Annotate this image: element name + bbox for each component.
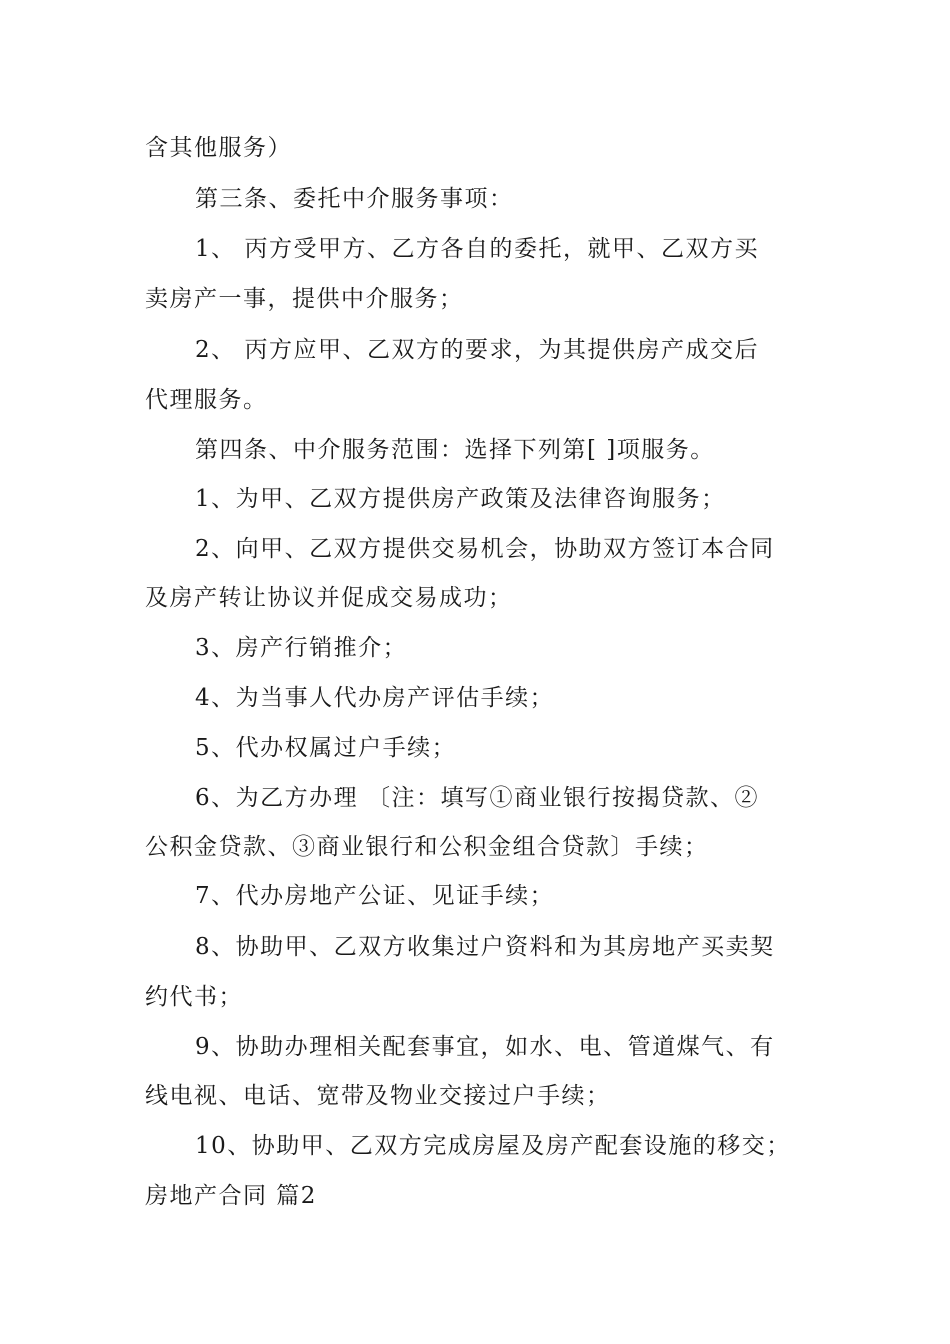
text-line: 9、协助办理相关配套事宜，如水、电、管道煤气、有 bbox=[195, 1034, 775, 1060]
text-line: 公积金贷款、③商业银行和公积金组合贷款〕手续； bbox=[145, 834, 709, 860]
text-line: 线电视、电话、宽带及物业交接过户手续； bbox=[145, 1083, 611, 1109]
text-line: 含其他服务） bbox=[145, 135, 292, 161]
text-line: 3、房产行销推介； bbox=[195, 635, 408, 661]
text-line: 6、为乙方办理 〔注：填写①商业银行按揭贷款、② bbox=[195, 785, 759, 811]
text-line: 1、 丙方受甲方、乙方各自的委托，就甲、乙双方买 bbox=[195, 236, 759, 262]
text-line: 及房产转让协议并促成交易成功； bbox=[145, 585, 513, 611]
article-heading: 第三条、委托中介服务事项： bbox=[195, 186, 514, 212]
text-line: 卖房产一事，提供中介服务； bbox=[145, 286, 464, 312]
text-line: 10、协助甲、乙双方完成房屋及房产配套设施的移交； bbox=[195, 1133, 791, 1159]
text-line: 1、为甲、乙双方提供房产政策及法律咨询服务； bbox=[195, 486, 726, 512]
text-line: 5、代办权属过户手续； bbox=[195, 735, 457, 761]
text-line: 2、 丙方应甲、乙双方的要求，为其提供房产成交后 bbox=[195, 337, 759, 363]
text-line: 约代书； bbox=[145, 984, 243, 1010]
section-heading: 房地产合同 篇2 bbox=[145, 1183, 317, 1209]
text-line: 2、向甲、乙双方提供交易机会，协助双方签订本合同 bbox=[195, 536, 775, 562]
text-line: 8、协助甲、乙双方收集过户资料和为其房地产买卖契 bbox=[195, 934, 775, 960]
text-line: 代理服务。 bbox=[145, 387, 268, 413]
text-line: 4、为当事人代办房产评估手续； bbox=[195, 685, 555, 711]
text-line: 7、代办房地产公证、见证手续； bbox=[195, 883, 555, 909]
article-heading: 第四条、中介服务范围：选择下列第[ ]项服务。 bbox=[195, 437, 715, 463]
